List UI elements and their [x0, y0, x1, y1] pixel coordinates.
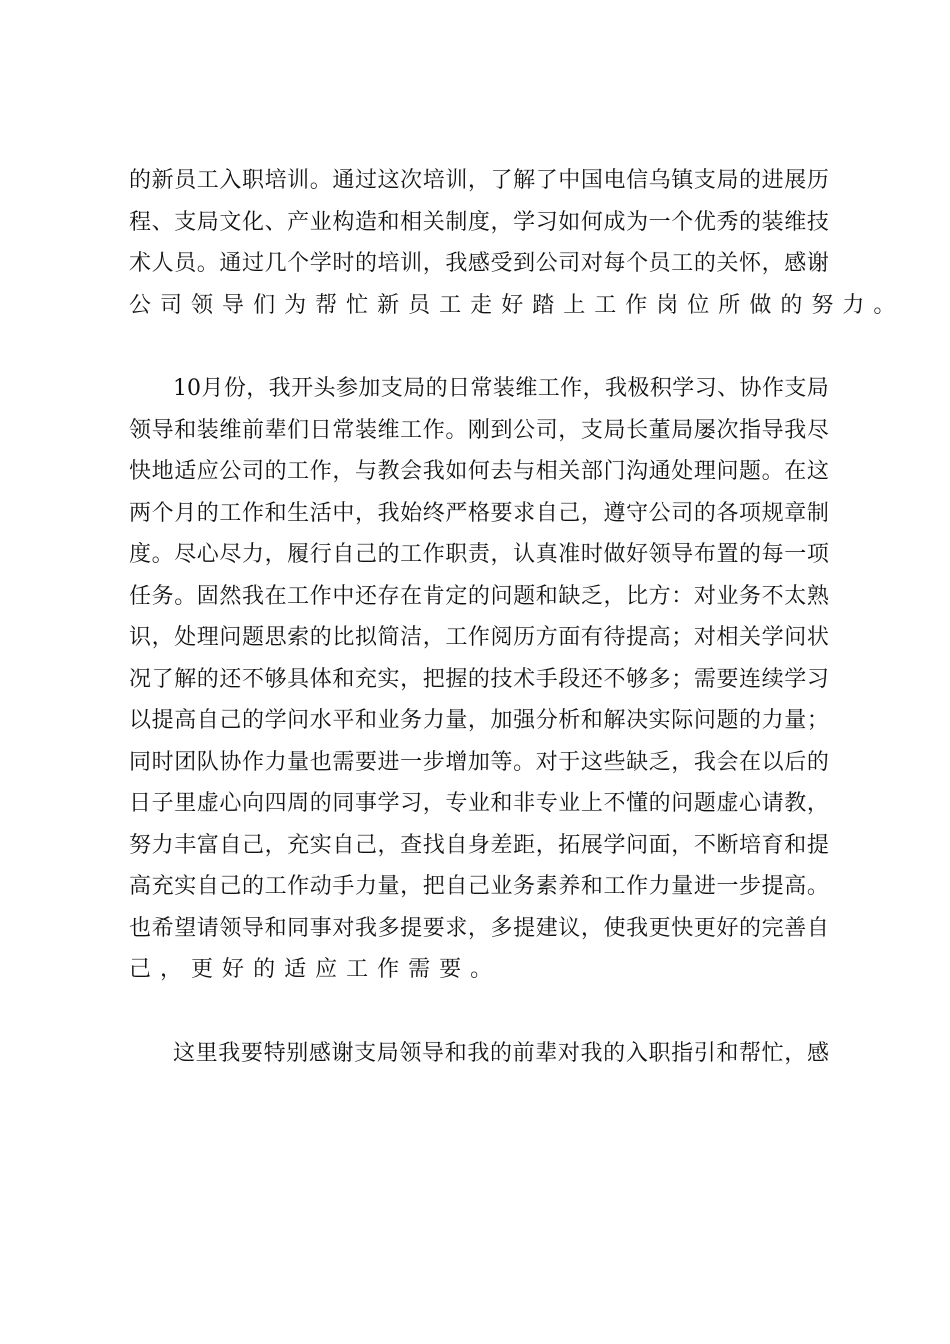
- text-line: 的 新 员 工 入 职 培 训 。 通 过 这 次 培 训 ， 了 解 了 中 国 电 信 乌 镇 支 局 的 进 展 历: [129, 168, 829, 193]
- text-line: 度 。 尽 心 尽 力 ， 履 行 自 己 的 工 作 职 责 ， 认 真 准 时 做 好 领 导 布 置 的 每 一 项: [129, 542, 829, 567]
- text-line: 10 月 份 ， 我 开 头 参 加 支 局 的 日 常 装 维 工 作 ， 我 极 积 学 习 、 协 作 支 局: [173, 376, 829, 401]
- text-line: 以 提 高 自 己 的 学 问 水 平 和 业 务 力 量 ， 加 强 分 析 和 解 决 实 际 问 题 的 力 量 ；: [129, 708, 829, 733]
- text-line: 任 务 。 固 然 我 在 工 作 中 还 存 在 肯 定 的 问 题 和 缺 乏 ， 比 方 ： 对 业 务 不 太 熟: [129, 584, 829, 609]
- text-line: 识 ， 处 理 问 题 思 索 的 比 拟 简 洁 ， 工 作 阅 历 方 面 有 待 提 高 ； 对 相 关 学 问 状: [129, 625, 829, 650]
- text-line: 这 里 我 要 特 别 感 谢 支 局 领 导 和 我 的 前 辈 对 我 的 入 职 指 引 和 帮 忙 ， 感: [173, 1041, 829, 1066]
- text-line: 程 、 支 局 文 化 、 产 业 构 造 和 相 关 制 度 ， 学 习 如 何 成 为 一 个 优 秀 的 装 维 技: [129, 210, 829, 235]
- text-line: 日 子 里 虚 心 向 四 周 的 同 事 学 习 ， 专 业 和 非 专 业 上 不 懂 的 问 题 虚 心 请 教 ，: [129, 791, 829, 816]
- text-line: 况 了 解 的 还 不 够 具 体 和 充 实 ， 把 握 的 技 术 手 段 还 不 够 多 ； 需 要 连 续 学 习: [129, 667, 829, 692]
- text-line: 高 充 实 自 己 的 工 作 动 手 力 量 ， 把 自 己 业 务 素 养 和 工 作 力 量 进 一 步 提 高 。: [129, 874, 829, 899]
- text-line: 努 力 丰 富 自 己 ， 充 实 自 己 ， 查 找 自 身 差 距 ， 拓 展 学 问 面 ， 不 断 培 育 和 提: [129, 833, 829, 858]
- text-line: 己 ， 更 好 的 适 应 工 作 需 要 。: [129, 957, 493, 982]
- text-line: 领 导 和 装 维 前 辈 们 日 常 装 维 工 作 。 刚 到 公 司 ， 支 局 长 董 局 屡 次 指 导 我 尽: [129, 418, 829, 443]
- text-line: 同 时 团 队 协 作 力 量 也 需 要 进 一 步 增 加 等 。 对 于 这 些 缺 乏 ， 我 会 在 以 后 的: [129, 750, 829, 775]
- text-line: 快 地 适 应 公 司 的 工 作 ， 与 教 会 我 如 何 去 与 相 关 部 门 沟 通 处 理 问 题 。 在 这: [129, 459, 829, 484]
- text-line: 两 个 月 的 工 作 和 生 活 中 ， 我 始 终 严 格 要 求 自 己 ， 遵 守 公 司 的 各 项 规 章 制: [129, 501, 829, 526]
- text-line: 术 人 员 。 通 过 几 个 学 时 的 培 训 ， 我 感 受 到 公 司 对 每 个 员 工 的 关 怀 ， 感 谢: [129, 251, 829, 276]
- text-line: 公 司 领 导 们 为 帮 忙 新 员 工 走 好 踏 上 工 作 岗 位 所 做 的 努 力 。: [129, 293, 896, 318]
- text-line: 也 希 望 请 领 导 和 同 事 对 我 多 提 要 求 ， 多 提 建 议 ， 使 我 更 快 更 好 的 完 善 自: [129, 916, 829, 941]
